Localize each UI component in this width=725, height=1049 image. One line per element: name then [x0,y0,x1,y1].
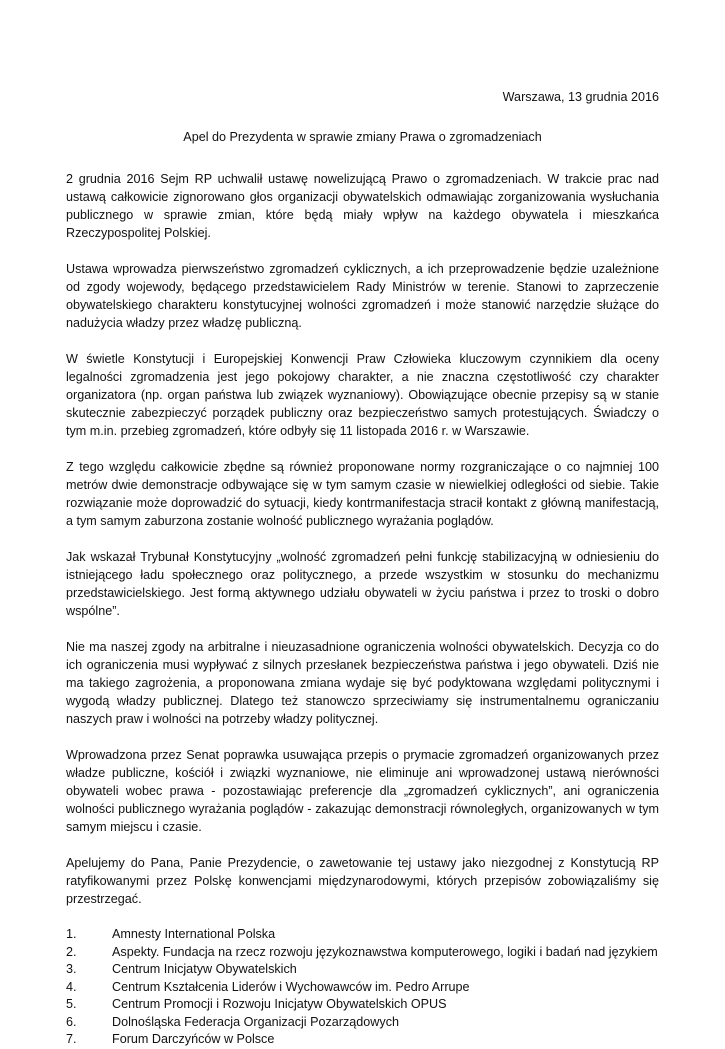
list-item-name: Centrum Inicjatyw Obywatelskich [112,962,297,976]
paragraph: Apelujemy do Pana, Panie Prezydencie, o zawetowanie tej ustawy jako niezgodnej z Konstytucją RP ratyfikowanymi przez Polskę konwencjami międzynarodowymi, których przepisów zobowiązaliśmy się przestrzegać. [66,856,659,906]
list-item [66,944,659,962]
paragraph: W świetle Konstytucji i Europejskiej Konwencji Praw Człowieka kluczowym czynnikiem dla oceny legalności zgromadzenia jest jego pokojowy charakter, a nie znaczna częstotliwość czy charakter organizatora (np. organ państwa lub związek wyznaniowy). Obowiązujące obecnie przepisy są w stanie skutecznie zabezpieczyć porządek publiczny oraz bezpieczeństwo samych protestujących. Świadczy o tym m.in. przebieg zgromadzeń, które odbyły się 11 listopada 2016 r. w Warszawie. [66,352,659,438]
list-item-name: Forum Darczyńców w Polsce [112,1032,275,1046]
list-item-name: Dolnośląska Federacja Organizacji Pozarządowych [112,1014,399,1029]
paragraph: Wprowadzona przez Senat poprawka usuwająca przepis o prymacie zgromadzeń organizowanych przez władze publiczne, kościół i związki wyznaniowe, nie eliminuje ani wprowadzonej ustawą nierówności obywateli wobec prawa - pozostawiając preferencje dla „zgromadzeń cyklicznych”, ani ograniczenia wolności publicznego wyrażania poglądów - zakazując demonstracji równoległych, organizowanych w tym samym miejscu i czasie. [66,748,659,834]
list-item-number: 4. [66,979,77,994]
list-item-name: Amnesty International Polska [112,927,276,941]
paragraph: Ustawa wprowadza pierwszeństwo zgromadzeń cyklicznych, a ich przeprowadzenie będzie uzależnione od zgody wojewody, będącego przedstawicielem Rady Ministrów w terenie. Stanowi to zaprzeczenie obywatelskiego charakteru konstytucyjnej wolności zgromadzeń i może stanowić narzędzie służące do nadużycia władzy przez władzę publiczną. [66,262,659,330]
list-item [66,926,659,944]
paragraph: 2 grudnia 2016 Sejm RP uchwalił ustawę nowelizującą Prawo o zgromadzeniach. W trakcie prac nad ustawą całkowicie zignorowano głos organizacji obywatelskich odmawiając zorganizowania wysłuchania publicznego w sprawie zmian, które będą miały wpływ na każdego obywatela i mieszkańca Rzeczypospolitej Polskiej. [66,172,659,240]
list-item-name: Centrum Promocji i Rozwoju Inicjatyw Obywatelskich OPUS [112,997,447,1011]
document-title: Apel do Prezydenta w sprawie zmiany Prawa o zgromadzeniach [183,130,542,144]
list-item-number: 5. [66,997,77,1011]
list-item [66,961,659,979]
list-item [66,996,659,1014]
list-item-number: 2. [66,944,77,959]
list-item-number: 7. [66,1032,77,1046]
paragraph: Jak wskazał Trybunał Konstytucyjny „wolność zgromadzeń pełni funkcję stabilizacyjną w odniesieniu do istniejącego ładu społecznego oraz politycznego, a przede wszystkim w stosunku do mechanizmu przedstawicielskiego. Jest formą aktywnego udziału obywateli w życiu państwa i przez to troski o dobro wspólne”. [66,550,659,618]
list-item-number: 6. [66,1014,77,1029]
signatories-list [66,926,659,1049]
list-item [66,1031,659,1049]
list-item [66,1014,659,1032]
list-item-number: 1. [66,927,77,941]
list-item-name: Centrum Kształcenia Liderów i Wychowawców im. Pedro Arrupe [112,979,470,994]
list-item-number: 3. [66,962,77,976]
paragraph: Nie ma naszej zgody na arbitralne i nieuzasadnione ograniczenia wolności obywatelskich. Decyzja co do ich ograniczenia musi wypływać z silnych przesłanek bezpieczeństwa państwa i jego obywateli. Dziś nie ma takiego zagrożenia, a proponowana zmiana wydaje się być podyktowana względami politycznymi i wygodą władzy publicznej. Dlatego też stanowczo sprzeciwiamy się instrumentalnemu ograniczaniu naszych praw i wolności na potrzeby władzy politycznej. [66,640,659,726]
paragraph: Z tego względu całkowicie zbędne są również proponowane normy rozgraniczające o co najmniej 100 metrów dwie demonstracje odbywające się w tym samym czasie w niewielkiej odległości od siebie. Takie rozwiązanie może doprowadzić do sytuacji, kiedy kontrmanifestacja stracił kontakt z główną manifestacją, a tym samym zaburzona zostanie wolność publicznego wyrażania poglądów. [66,460,659,528]
document-date: Warszawa, 13 grudnia 2016 [502,90,659,104]
list-item-name: Aspekty. Fundacja na rzecz rozwoju językoznawstwa komputerowego, logiki i badań nad językiem [112,944,658,959]
list-item [66,979,659,997]
